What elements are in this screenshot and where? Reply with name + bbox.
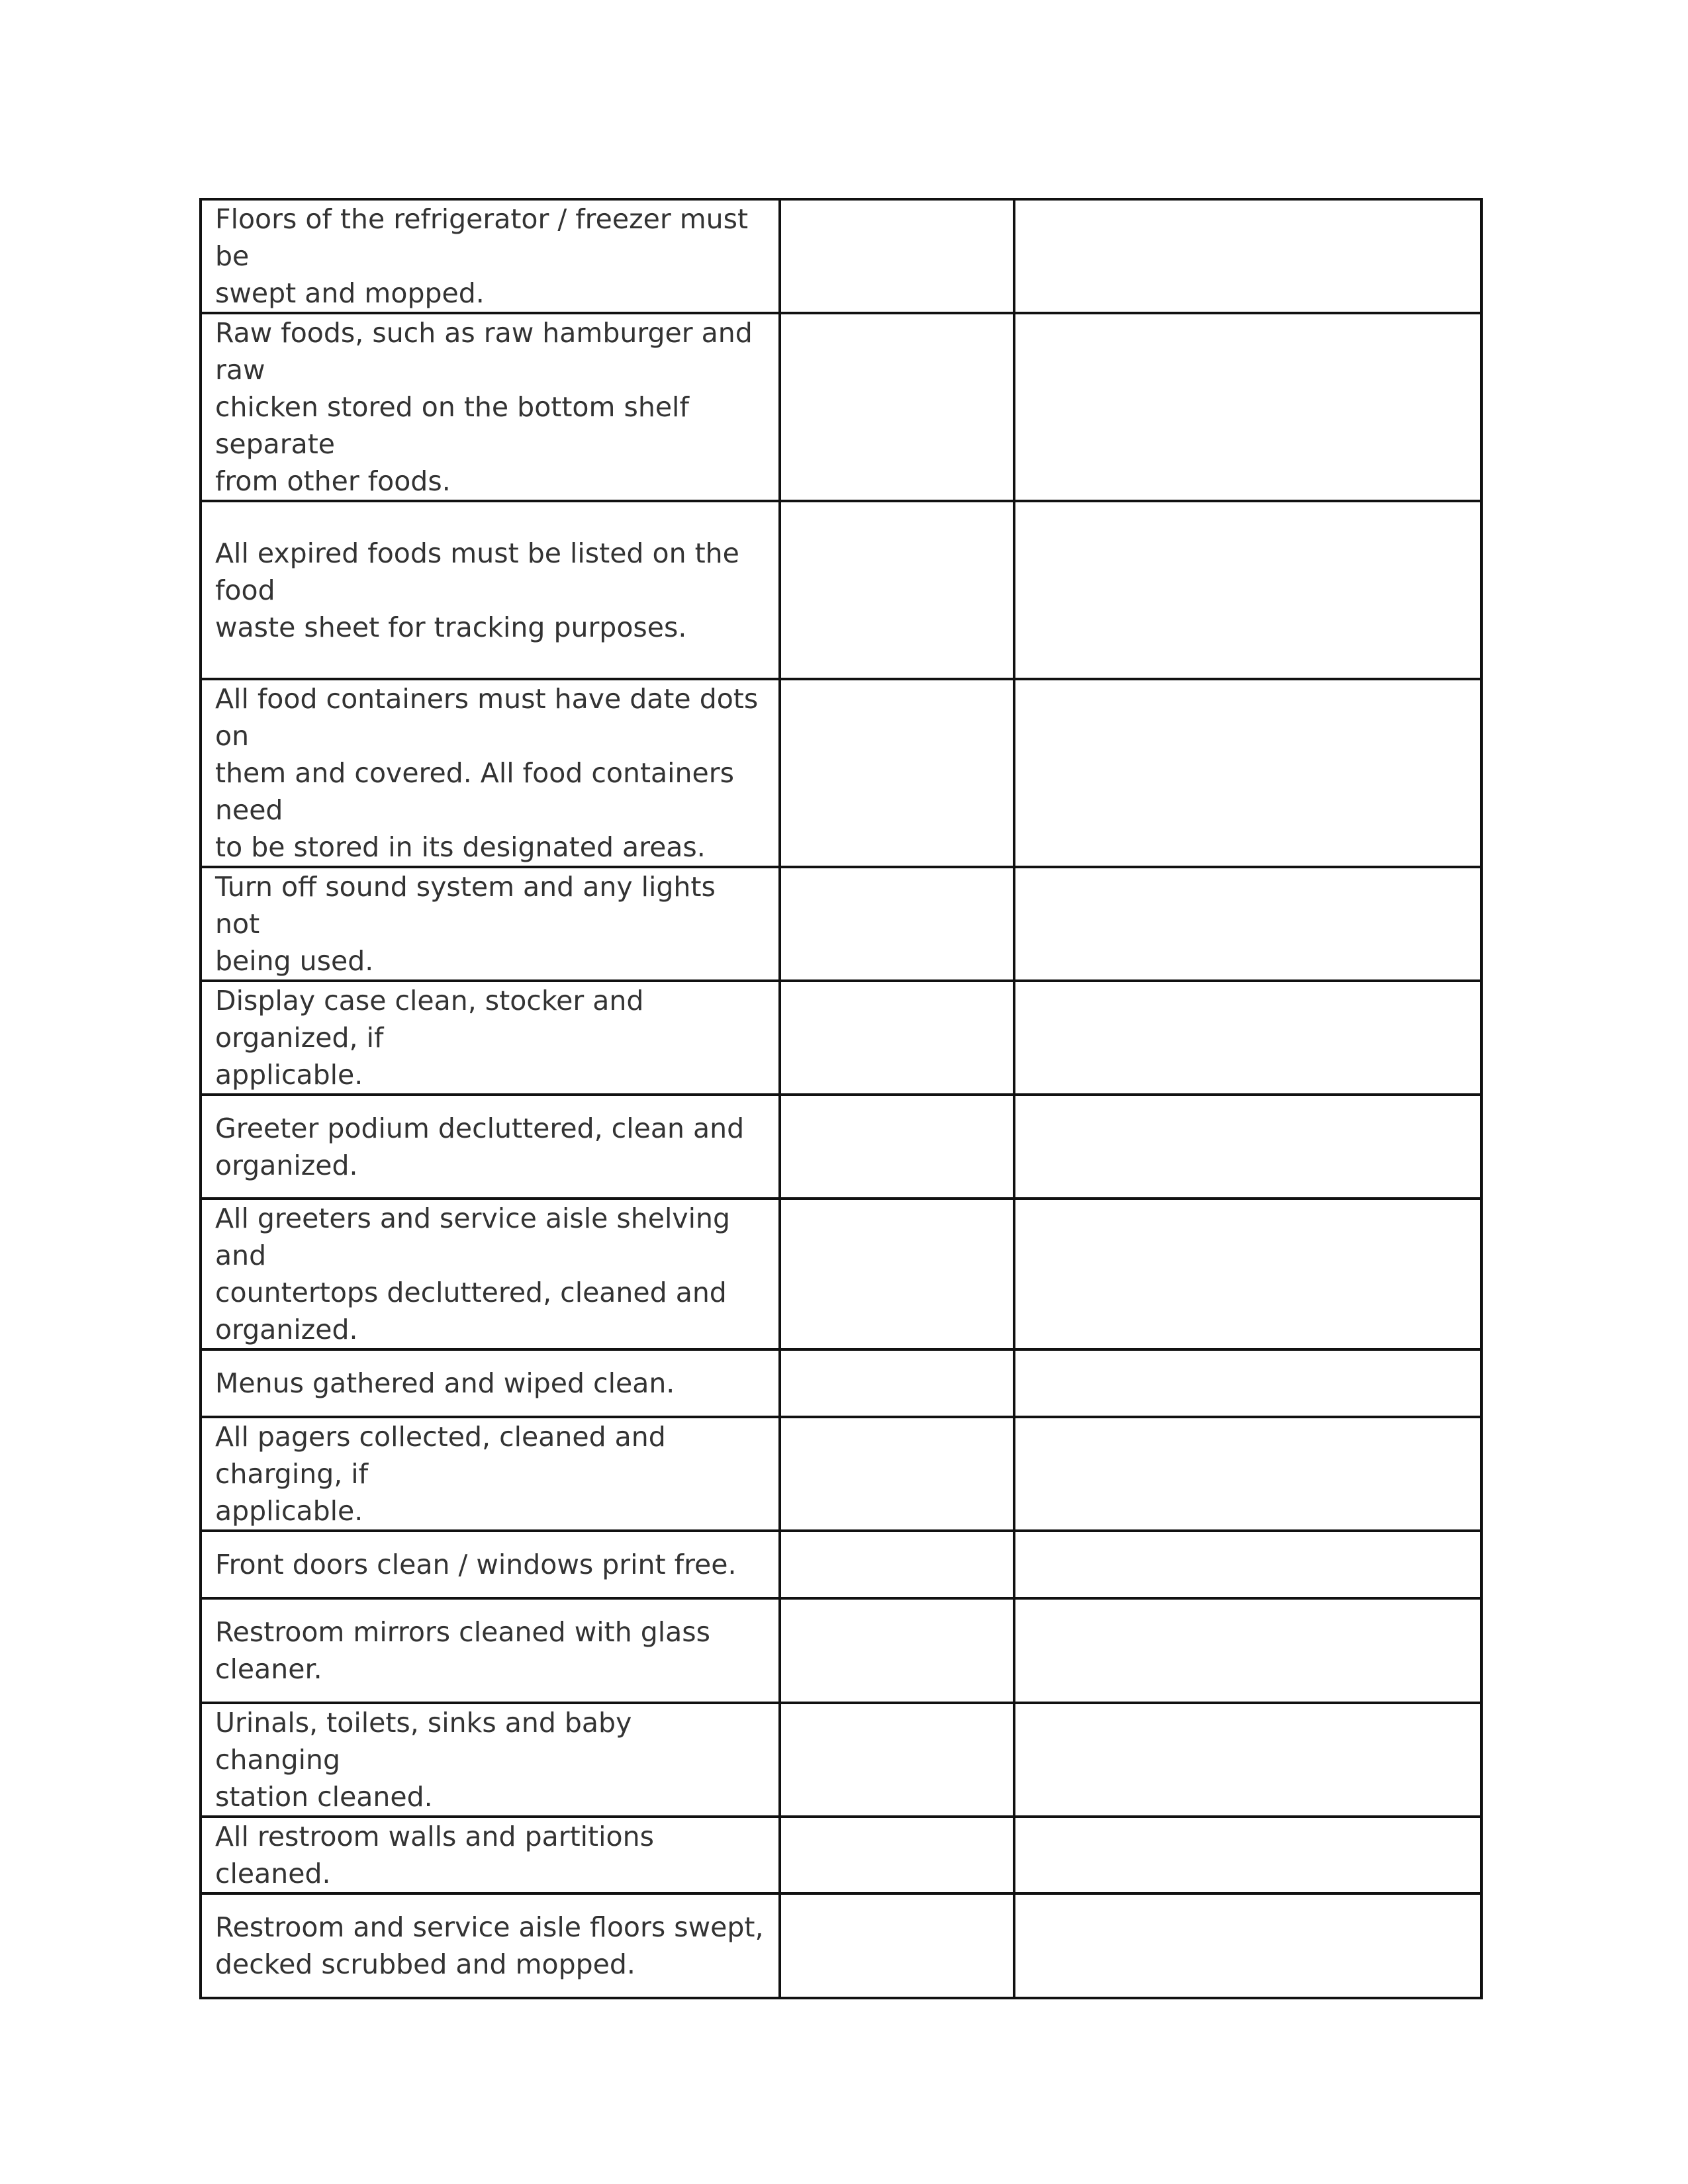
table-row <box>201 1893 1481 1998</box>
table-row <box>201 1349 1481 1417</box>
task-cell <box>201 679 780 867</box>
task-cell <box>201 1817 780 1893</box>
check-cell[interactable] <box>780 867 1014 981</box>
notes-cell[interactable] <box>1014 1417 1481 1531</box>
task-text: Urinals, toilets, sinks and baby changing station cleaned. <box>215 1707 632 1813</box>
task-text: All greeters and service aisle shelving and countertops decluttered, cleaned and organized. <box>215 1203 731 1345</box>
check-cell[interactable] <box>780 1199 1014 1349</box>
closing-checklist-table <box>199 198 1483 1999</box>
task-text: Restroom mirrors cleaned with glass cleaner. <box>215 1616 710 1685</box>
check-cell[interactable] <box>780 679 1014 867</box>
table-row <box>201 1199 1481 1349</box>
check-cell[interactable] <box>780 1095 1014 1199</box>
notes-cell[interactable] <box>1014 313 1481 501</box>
notes-cell[interactable] <box>1014 1893 1481 1998</box>
table-row <box>201 1417 1481 1531</box>
check-cell[interactable] <box>780 1893 1014 1998</box>
task-text: All expired foods must be listed on the food waste sheet for tracking purposes. <box>215 537 739 643</box>
task-cell <box>201 501 780 679</box>
check-cell[interactable] <box>780 313 1014 501</box>
task-cell <box>201 1349 780 1417</box>
notes-cell[interactable] <box>1014 1199 1481 1349</box>
task-cell <box>201 1199 780 1349</box>
task-text: All restroom walls and partitions cleaned. <box>215 1821 654 1889</box>
notes-cell[interactable] <box>1014 981 1481 1095</box>
notes-cell[interactable] <box>1014 501 1481 679</box>
table-row <box>201 981 1481 1095</box>
check-cell[interactable] <box>780 1703 1014 1817</box>
task-text: Display case clean, stocker and organized, if applicable. <box>215 985 644 1091</box>
check-cell[interactable] <box>780 1598 1014 1703</box>
task-cell <box>201 1531 780 1598</box>
task-cell <box>201 1095 780 1199</box>
task-text: Menus gathered and wiped clean. <box>215 1367 675 1399</box>
table-row <box>201 1531 1481 1598</box>
task-text: Floors of the refrigerator / freezer must be swept and mopped. <box>215 203 749 309</box>
task-text: Restroom and service aisle floors swept, decked scrubbed and mopped. <box>215 1911 764 1980</box>
task-cell <box>201 1417 780 1531</box>
table-row <box>201 313 1481 501</box>
task-text: Greeter podium decluttered, clean and organized. <box>215 1112 745 1181</box>
notes-cell[interactable] <box>1014 1349 1481 1417</box>
check-cell[interactable] <box>780 981 1014 1095</box>
task-text: All food containers must have date dots on them and covered. All food containers need to be stored in its designated areas. <box>215 683 759 863</box>
check-cell[interactable] <box>780 501 1014 679</box>
task-cell <box>201 313 780 501</box>
task-cell <box>201 199 780 313</box>
table-row <box>201 1817 1481 1893</box>
notes-cell[interactable] <box>1014 1598 1481 1703</box>
task-cell <box>201 981 780 1095</box>
table-row <box>201 1095 1481 1199</box>
task-text: All pagers collected, cleaned and charging, if applicable. <box>215 1421 666 1527</box>
notes-cell[interactable] <box>1014 867 1481 981</box>
notes-cell[interactable] <box>1014 1531 1481 1598</box>
check-cell[interactable] <box>780 1817 1014 1893</box>
notes-cell[interactable] <box>1014 1095 1481 1199</box>
task-text: Turn off sound system and any lights not being used. <box>215 871 716 977</box>
check-cell[interactable] <box>780 1349 1014 1417</box>
task-text: Raw foods, such as raw hamburger and raw chicken stored on the bottom shelf separate from other foods. <box>215 317 753 497</box>
task-cell <box>201 867 780 981</box>
table-row <box>201 867 1481 981</box>
notes-cell[interactable] <box>1014 1817 1481 1893</box>
table-row <box>201 1703 1481 1817</box>
task-cell <box>201 1893 780 1998</box>
notes-cell[interactable] <box>1014 199 1481 313</box>
check-cell[interactable] <box>780 1531 1014 1598</box>
check-cell[interactable] <box>780 199 1014 313</box>
table-row <box>201 199 1481 313</box>
task-text: Front doors clean / windows print free. <box>215 1549 737 1580</box>
task-cell <box>201 1598 780 1703</box>
task-cell <box>201 1703 780 1817</box>
table-row <box>201 679 1481 867</box>
notes-cell[interactable] <box>1014 679 1481 867</box>
table-row <box>201 501 1481 679</box>
table-row <box>201 1598 1481 1703</box>
check-cell[interactable] <box>780 1417 1014 1531</box>
notes-cell[interactable] <box>1014 1703 1481 1817</box>
